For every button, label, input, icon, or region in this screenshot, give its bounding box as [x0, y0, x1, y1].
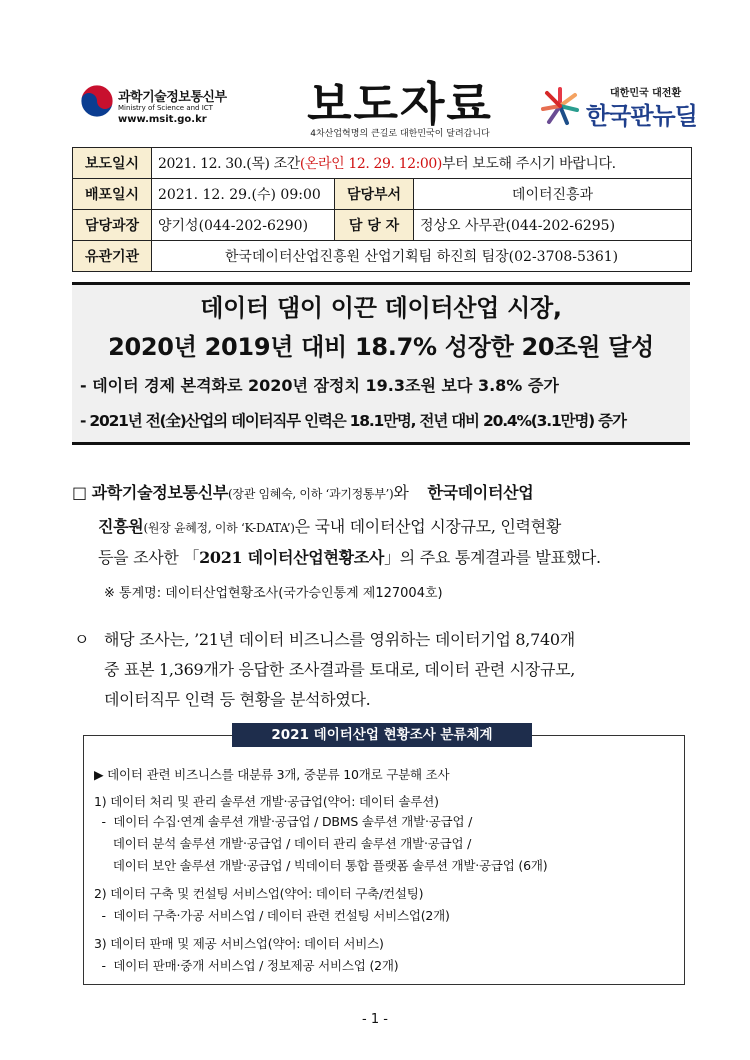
page-title: 보도자료 — [307, 77, 493, 131]
release-date-prefix: 2021. 12. 30.(목) 조간 — [158, 156, 300, 172]
paragraph-1-line-1 — [72, 480, 533, 503]
classification-line: ▶ 데이터 관련 비즈니스를 대분류 3개, 중분류 10개로 구분해 조사 — [94, 767, 450, 782]
kdata-ref-part1: 한국데이터산업 — [427, 483, 534, 502]
classification-line: 2) 데이터 구축 및 컨설팅 서비스업(약어: 데이터 구축/컨설팅) — [94, 886, 424, 901]
release-date-label: 보도일시 — [73, 148, 152, 179]
release-date-suffix: 부터 보도해 주시기 바랍니다. — [441, 156, 616, 172]
ministry-url: www.msit.go.kr — [118, 114, 207, 125]
kdata-detail: (원장 윤혜정, 이하 ‘K-DATA’) — [143, 521, 295, 535]
department-value: 데이터진흥과 — [414, 179, 692, 210]
page-subtitle: 4차산업혁명의 큰길로 대한민국이 달려갑니다 — [310, 129, 490, 139]
classification-line: - 데이터 판매‧중개 서비스업 / 정보제공 서비스업 (2개) — [94, 958, 399, 973]
ministry-name: 과학기술정보통신부 — [118, 90, 227, 105]
manager-label: 담당과장 — [73, 210, 152, 241]
classification-line: 데이터 보안 솔루션 개발‧공급업 / 빅데이터 통합 플랫폼 솔루션 개발‧공급업 (6개) — [94, 858, 548, 873]
release-online-time: (온라인 12. 29. 12:00) — [299, 156, 442, 172]
distribution-date-label: 배포일시 — [73, 179, 152, 210]
kdata-ref-part2: 진흥원 — [98, 517, 144, 536]
new-deal-logo-icon — [540, 86, 580, 126]
ministry-ref: 과학기술정보통신부 — [91, 483, 229, 502]
classification-line: 1) 데이터 처리 및 관리 솔루션 개발‧공급업(약어: 데이터 솔루션) — [94, 794, 439, 809]
statistics-note: ※ 통계명: 데이터산업현황조사(국가승인통계 제127004호) — [104, 586, 443, 601]
classification-line: - 데이터 구축‧가공 서비스업 / 데이터 관련 컨설팅 서비스업(2개) — [94, 908, 450, 923]
paragraph-1-line-2 — [98, 514, 561, 537]
paragraph-2-line-3: 데이터직무 인력 등 현황을 분석하였다. — [104, 690, 371, 709]
page-number: - 1 - — [362, 1012, 388, 1027]
classification-line: - 데이터 수집‧연계 솔루션 개발‧공급업 / DBMS 솔루션 개발‧공급업 / — [94, 814, 473, 829]
paragraph-2-line-1: 해당 조사는, ’21년 데이터 비즈니스를 영위하는 데이터기업 8,740개 — [104, 630, 575, 649]
related-org-label: 유관기관 — [73, 241, 152, 272]
paragraph-1-text-3b: 」의 주요 통계결과를 발표했다. — [384, 548, 601, 567]
ministry-emblem-icon — [80, 84, 114, 118]
survey-name: 2021 데이터산업현황조사 — [199, 548, 385, 567]
table-row — [73, 241, 692, 272]
classification-line: 3) 데이터 판매 및 제공 서비스업(약어: 데이터 서비스) — [94, 936, 384, 951]
release-info-table — [72, 147, 692, 272]
square-bullet: □ — [72, 483, 87, 502]
new-deal-tagline: 대한민국 대전환 — [610, 88, 682, 99]
headline-line-2: 2020년 2019년 대비 18.7% 성장한 20조원 달성 — [108, 333, 654, 361]
manager-value: 양기성(044-202-6290) — [152, 210, 335, 241]
subheadline-2: - 2021년 전(全)산업의 데이터직무 인력은 18.1만명, 전년 대비 20.4%(3.1만명) 증가 — [80, 412, 626, 430]
conjunction: 와 — [393, 483, 409, 502]
department-label: 담당부서 — [335, 179, 414, 210]
circle-bullet: ㅇ — [74, 630, 90, 649]
table-row — [73, 148, 692, 179]
ministry-english-name: Ministry of Science and ICT — [118, 104, 213, 112]
paragraph-1-text-3a: 등을 조사한 「 — [98, 548, 200, 567]
new-deal-wordmark: 한국판뉴딜 — [586, 102, 697, 130]
subheadline-1: - 데이터 경제 본격화로 2020년 잠정치 19.3조원 보다 3.8% 증가 — [80, 376, 559, 395]
paragraph-1-line-3 — [98, 545, 601, 568]
classification-line: 데이터 분석 솔루션 개발‧공급업 / 데이터 관리 솔루션 개발‧공급업 / — [94, 836, 472, 851]
staff-value: 정상오 사무관(044-202-6295) — [414, 210, 692, 241]
table-row — [73, 179, 692, 210]
table-row — [73, 210, 692, 241]
classification-title: 2021 데이터산업 현황조사 분류체계 — [232, 723, 532, 747]
paragraph-1-text-2: 은 국내 데이터산업 시장규모, 인력현황 — [294, 517, 562, 536]
release-date-value — [152, 148, 692, 179]
distribution-date-value: 2021. 12. 29.(수) 09:00 — [152, 179, 335, 210]
ministry-detail: (장관 임혜숙, 이하 ‘과기정통부’) — [228, 487, 394, 501]
related-org-value: 한국데이터산업진흥원 산업기획팀 하진희 팀장(02-3708-5361) — [152, 241, 692, 272]
headline-line-1: 데이터 댐이 이끈 데이터산업 시장, — [200, 294, 562, 322]
paragraph-2-line-2: 중 표본 1,369개가 응답한 조사결과를 토대로, 데이터 관련 시장규모, — [104, 660, 576, 679]
staff-label: 담 당 자 — [335, 210, 414, 241]
